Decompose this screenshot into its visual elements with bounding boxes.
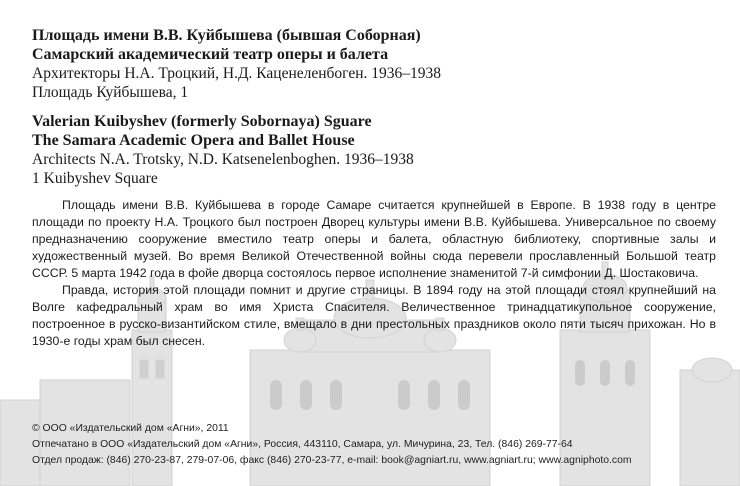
- description-text: [32, 197, 716, 350]
- english-title-line1: Valerian Kuibyshev (formerly Sobornaya) Sguare: [32, 113, 372, 130]
- english-architects: Architects N.A. Trotsky, N.D. Katsenelenboghen. 1936–1938: [32, 151, 414, 168]
- sales-contact-line: Отдел продаж: (846) 270-23-87, 279-07-06, факс (846) 270-23-77, e-mail: book@agniart.ru, www.agniart.ru; www.agniphoto.com: [32, 455, 632, 466]
- copyright-line: © ООО «Издательский дом «Агни», 2011: [32, 423, 229, 434]
- russian-heading-block: [32, 26, 722, 102]
- russian-title-line1: Площадь имени В.В. Куйбышева (бывшая Соборная): [32, 27, 421, 44]
- russian-address: Площадь Куйбышева, 1: [32, 84, 189, 101]
- russian-title-line2: Самарский академический театр оперы и балета: [32, 46, 389, 63]
- russian-architects: Архитекторы Н.А. Троцкий, Н.Д. Каценеленбоген. 1936–1938: [32, 65, 442, 82]
- publisher-footer: [32, 421, 732, 469]
- printed-by-line: Отпечатано в ООО «Издательский дом «Агни», Россия, 443110, Самара, ул. Мичурина, 23, Тел. (846) 269-77-64: [32, 439, 573, 450]
- description-paragraph-2: Правда, история этой площади помнит и другие страницы. В 1894 году на этой площади стоял крупнейший на Волге кафедральный храм во имя Христа Спасителя. Величественное тринадцатикупольное сооружение, построенное в русско-византийском стиле, вмещало в дни престольных праздников около пяти тысяч прихожан. Но в 1930-е годы храм был снесен.: [32, 283, 716, 348]
- english-address: 1 Kuibyshev Square: [32, 170, 158, 187]
- english-heading-block: [32, 112, 722, 188]
- description-paragraph-1: Площадь имени В.В. Куйбышева в городе Самаре считается крупнейшей в Европе. В 1938 году в центре площади по проекту Н.А. Троцкого был построен Дворец культуры имени В.В. Куйбышева. Универсальное по своему предназначению сооружение вместило театр оперы и балета, областную библиотеку, спортивные залы и художественный музей. Во время Великой Отечественной войны сюда перевели прославленный Большой театр СССР. 5 марта 1942 года в фойе дворца состоялось первое исполнение знаменитой 7-й симфонии Д. Шостаковича.: [32, 198, 716, 280]
- english-title-line2: The Samara Academic Opera and Ballet House: [32, 132, 355, 149]
